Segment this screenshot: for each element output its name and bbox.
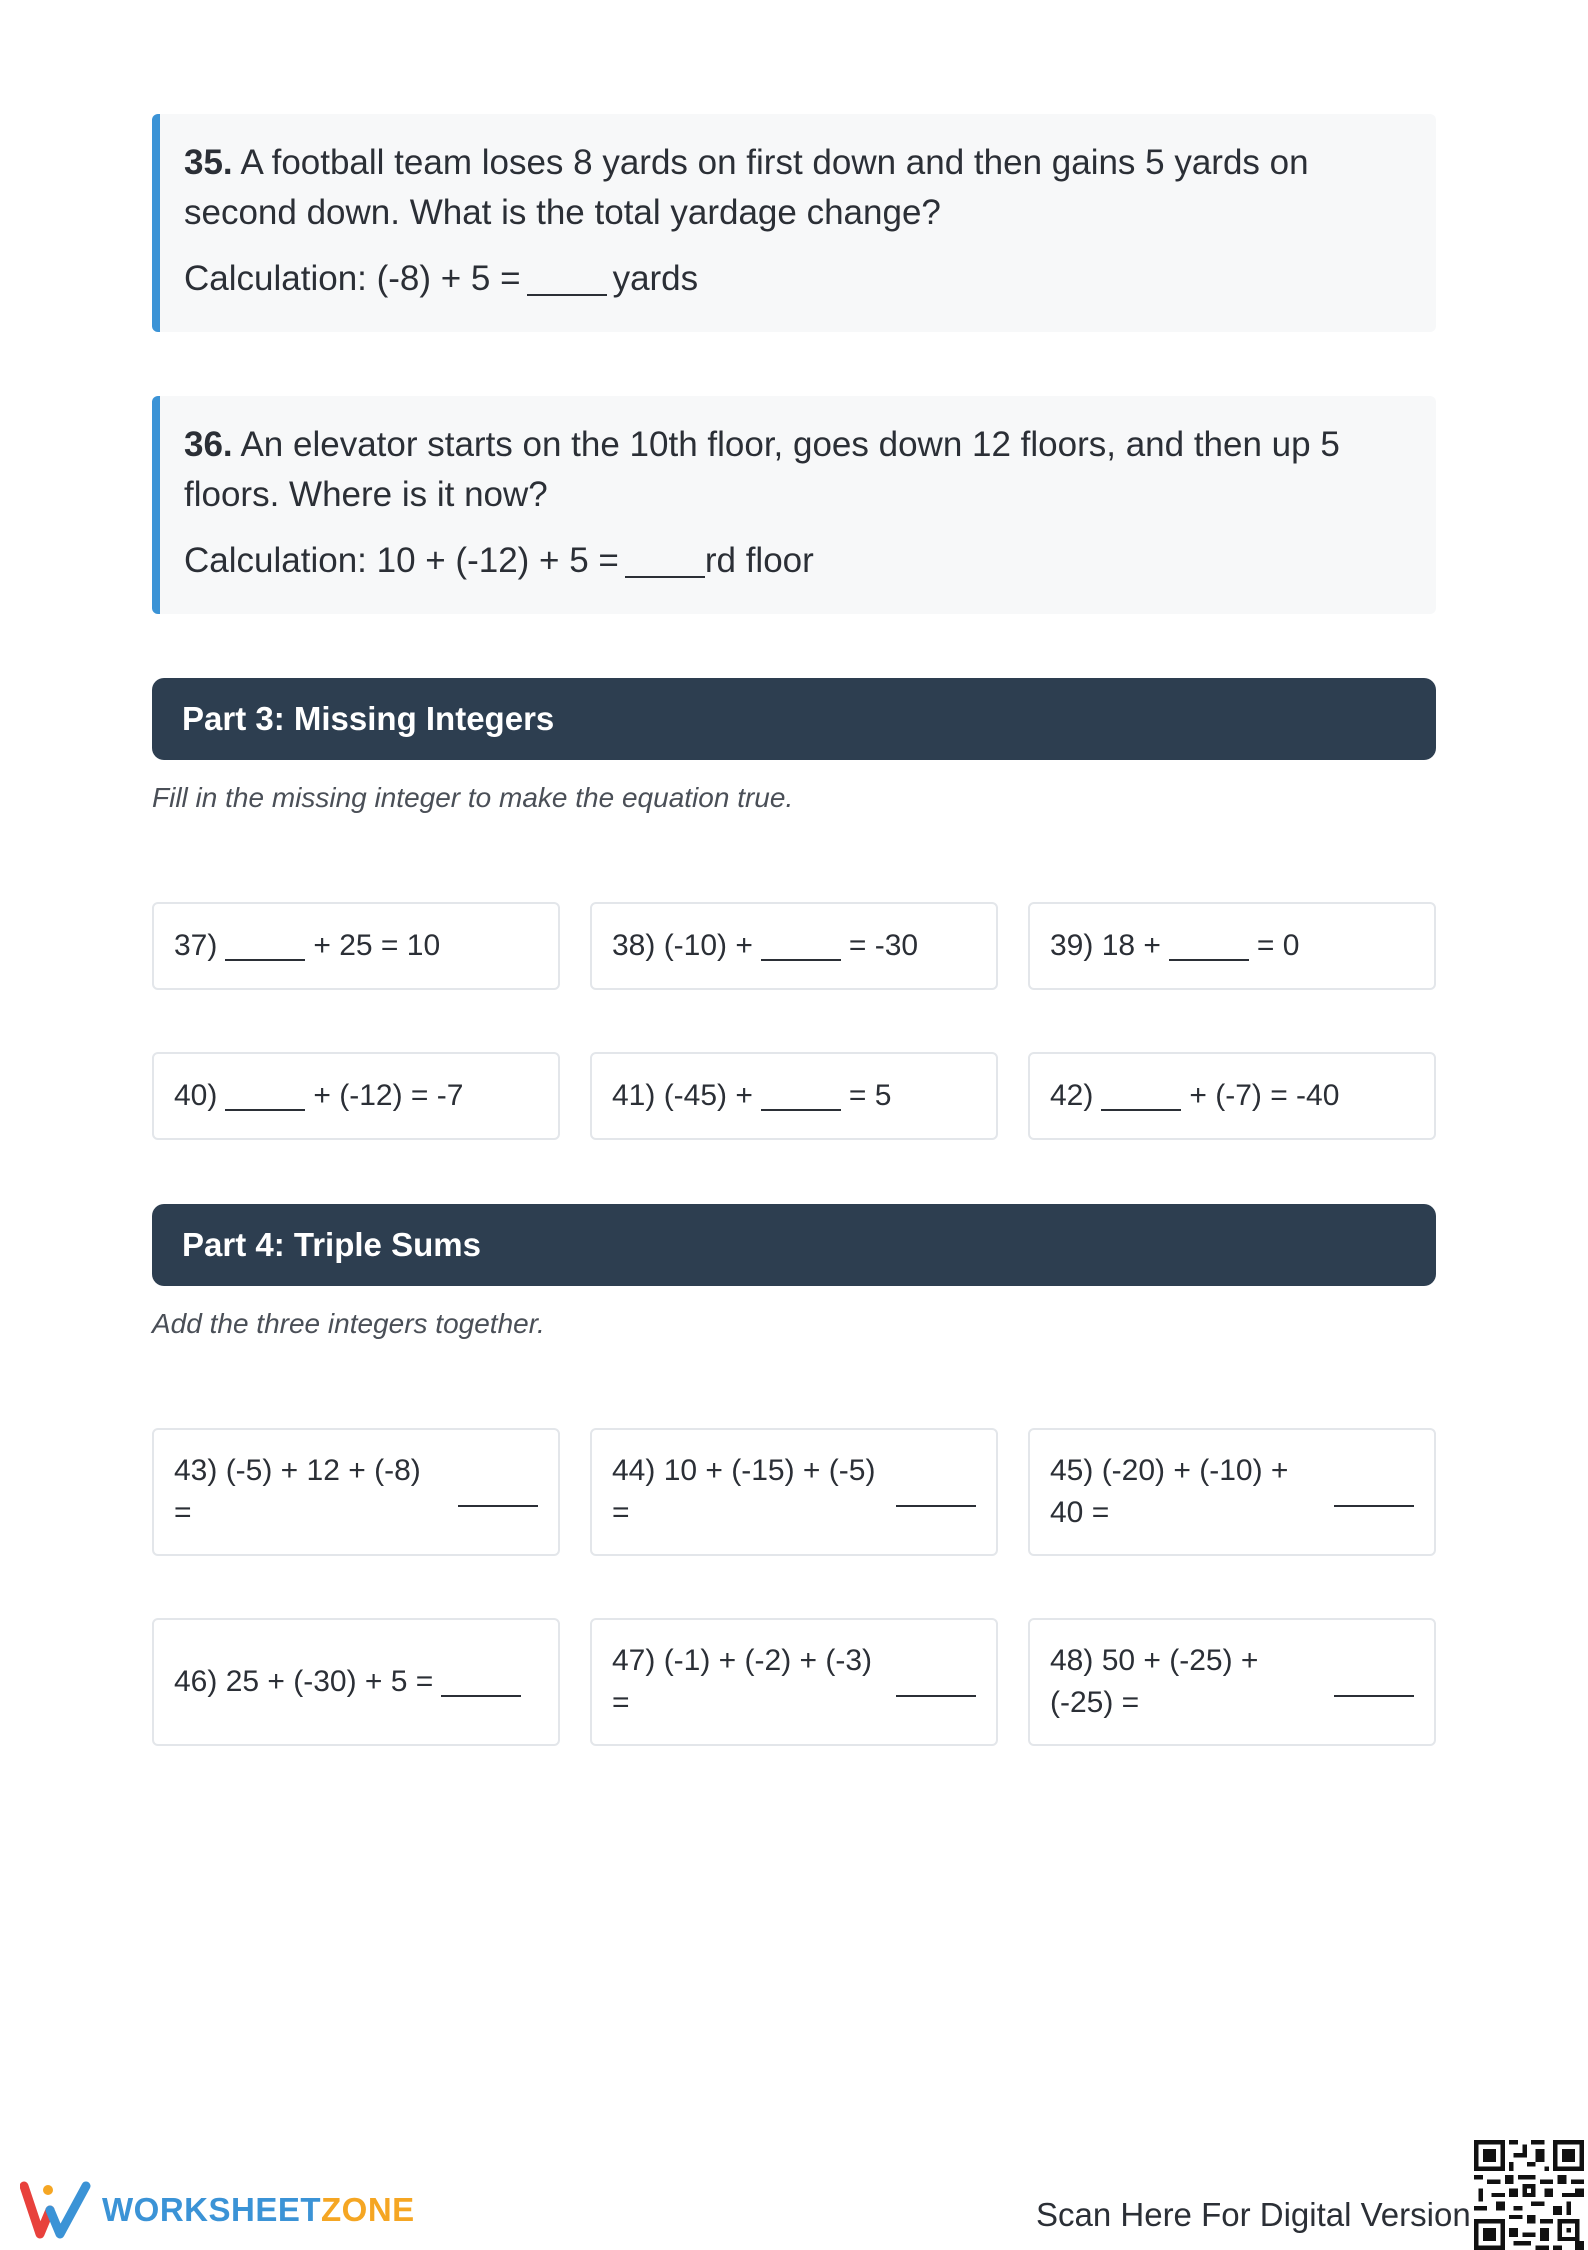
missing-integer-item: 42) + (-7) = -40	[1028, 1052, 1436, 1140]
problem-text: An elevator starts on the 10th floor, goes down 12 floors, and then up 5 floors. Where is it now?	[184, 425, 1340, 514]
answer-blank[interactable]	[1101, 1081, 1181, 1111]
missing-integer-item: 40) + (-12) = -7	[152, 1052, 560, 1140]
scan-caption: Scan Here For Digital Version	[1036, 2196, 1471, 2233]
triple-sum-item: 44) 10 + (-15) + (-5) =	[590, 1428, 998, 1556]
part3-instruction: Fill in the missing integer to make the equation true.	[152, 782, 794, 813]
worksheetzone-logo-icon	[20, 2180, 92, 2240]
part4-instruction: Add the three integers together.	[152, 1308, 545, 1339]
worksheet-page	[152, 114, 1436, 1746]
missing-integer-item: 39) 18 + = 0	[1028, 902, 1436, 990]
answer-blank[interactable]	[1169, 931, 1249, 961]
triple-sum-item: 48) 50 + (-25) + (-25) =	[1028, 1618, 1436, 1746]
part4-grid	[152, 1428, 1436, 1746]
part4-header: Part 4: Triple Sums	[152, 1204, 1436, 1286]
calculation-line	[184, 536, 1406, 586]
answer-blank[interactable]	[441, 1667, 521, 1697]
triple-sum-item: 46) 25 + (-30) + 5 =	[152, 1618, 560, 1746]
problem-text: A football team loses 8 yards on first down and then gains 5 yards on second down. What is the total yardage change?	[184, 143, 1309, 232]
answer-blank[interactable]	[625, 542, 705, 578]
word-problem-36	[152, 396, 1436, 614]
answer-blank[interactable]	[1334, 1693, 1414, 1697]
qr-code-icon[interactable]	[1474, 2140, 1584, 2250]
part3-header: Part 3: Missing Integers	[152, 678, 1436, 760]
triple-sum-item: 43) (-5) + 12 + (-8) =	[152, 1428, 560, 1556]
part3-grid	[152, 902, 1436, 1140]
missing-integer-item: 37) + 25 = 10	[152, 902, 560, 990]
worksheetzone-logo[interactable]	[20, 2180, 415, 2240]
calculation-prefix: Calculation: 10 + (-12) + 5 =	[184, 541, 619, 580]
triple-sum-item: 47) (-1) + (-2) + (-3) =	[590, 1618, 998, 1746]
answer-blank[interactable]	[225, 931, 305, 961]
answer-blank[interactable]	[1334, 1503, 1414, 1507]
answer-blank[interactable]	[761, 931, 841, 961]
answer-blank[interactable]	[896, 1503, 976, 1507]
problem-number: 35.	[184, 143, 233, 182]
triple-sum-item: 45) (-20) + (-10) + 40 =	[1028, 1428, 1436, 1556]
calculation-prefix: Calculation: (-8) + 5 =	[184, 259, 521, 298]
answer-blank[interactable]	[896, 1693, 976, 1697]
calculation-suffix: yards	[612, 259, 699, 298]
word-problem-35	[152, 114, 1436, 332]
calculation-line	[184, 254, 1406, 304]
problem-number: 36.	[184, 425, 233, 464]
missing-integer-item: 41) (-45) + = 5	[590, 1052, 998, 1140]
answer-blank[interactable]	[527, 260, 607, 296]
answer-blank[interactable]	[225, 1081, 305, 1111]
missing-integer-item: 38) (-10) + = -30	[590, 902, 998, 990]
calculation-suffix: rd floor	[704, 541, 814, 580]
answer-blank[interactable]	[458, 1503, 538, 1507]
brand-name: WORKSHEETZONE	[102, 2191, 415, 2228]
answer-blank[interactable]	[761, 1081, 841, 1111]
